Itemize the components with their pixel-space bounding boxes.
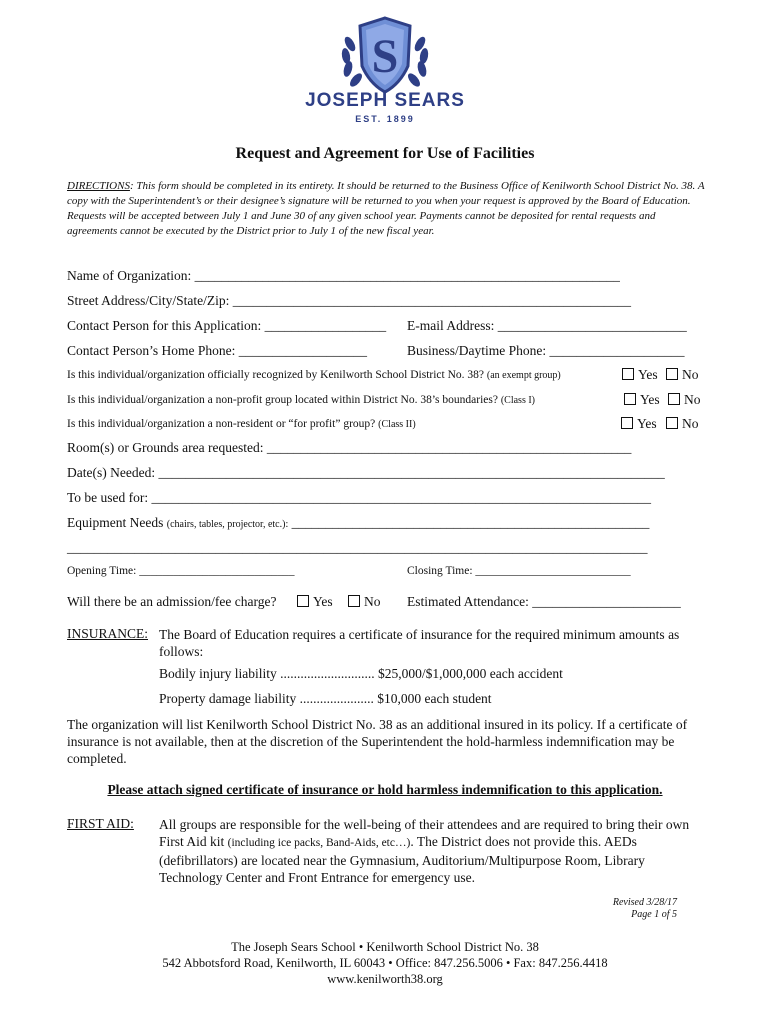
first-aid-text: All groups are responsible for the well-being of their attendees and are required to bring their own First Aid kit (including ice packs, Band-Aids, etc…). The District does not provide this. AEDs (defibrillators) are located near the Gymnasium, Auditorium/Multipurpose Room, Library Technology Center and Front Entrance for emergency use. [159, 817, 690, 885]
admission-yes-option[interactable]: Yes [297, 594, 333, 610]
admission-question: Will there be an admission/fee charge? [67, 594, 277, 609]
directions-label: DIRECTIONS [67, 180, 130, 192]
nonprofit-yes-checkbox[interactable] [624, 393, 636, 405]
home-phone-field[interactable]: Contact Person’s Home Phone: ___________________ [67, 343, 367, 358]
org-name-field[interactable]: Name of Organization: _______________________________________________________________ [67, 268, 620, 283]
equipment-extra-line[interactable]: ______________________________________________________________________________________ [67, 540, 648, 555]
contact-person-field[interactable]: Contact Person for this Application: __________________ [67, 318, 387, 333]
exempt-yes-option[interactable]: Yes [622, 367, 658, 383]
question-for-profit: Is this individual/organization a non-resident or “for profit” group? (Class II) [67, 418, 416, 430]
insurance-text: The Board of Education requires a certificate of insurance for the required minimum amounts as follows: [159, 627, 680, 659]
nonprofit-no-option[interactable]: No [668, 392, 701, 408]
forprofit-yes-option[interactable]: Yes [621, 416, 657, 432]
svg-text:S: S [371, 30, 399, 83]
business-phone-field[interactable]: Business/Daytime Phone: ____________________ [407, 343, 685, 358]
admission-no-option[interactable]: No [348, 594, 381, 610]
opening-time-field[interactable]: Opening Time: ___________________________ [67, 565, 295, 577]
page-number: Page 1 of 5 [631, 909, 677, 920]
first-aid-label: FIRST AID: [67, 816, 134, 831]
attach-certificate-notice: Please attach signed certificate of insurance or hold harmless indemnification to this application. [107, 782, 663, 797]
forprofit-yes-checkbox[interactable] [621, 417, 633, 429]
established-year: EST. 1899 [355, 114, 415, 124]
form-title: Request and Agreement for Use of Facilities [235, 145, 535, 162]
forprofit-no-checkbox[interactable] [666, 417, 678, 429]
nonprofit-no-checkbox[interactable] [668, 393, 680, 405]
revision-note [613, 897, 677, 921]
email-field[interactable]: E-mail Address: ____________________________ [407, 318, 687, 333]
question-nonprofit: Is this individual/organization a non-profit group located within District No. 38’s boundaries? (Class I) [67, 394, 536, 406]
school-name: JOSEPH SEARS [305, 90, 465, 111]
footer-website[interactable]: www.kenilworth38.org [327, 972, 443, 986]
insurance-paragraph: The organization will list Kenilworth School District No. 38 as an additional insured in its policy. If a certificate of insurance is not available, then at the discretion of the Superintendent the hold-harmless indemnification may be completed. [67, 717, 688, 766]
property-damage-line: Property damage liability ...................... $10,000 each student [159, 691, 492, 706]
directions-text: : This form should be completed in its entirety. It should be returned to the Business Office of Kenilworth School District No. 38. A copy with the Superintendent’s or their designee’s signature will be returned to you when your request is approved by the Board of Education. Requests will be accepted between July 1 and June 30 of any given school year. Payments cannot be deposited for rental requests and agreements cannot be executed by the District prior to July 1 of the new fiscal year. [67, 180, 705, 237]
exempt-yes-checkbox[interactable] [622, 368, 634, 380]
forprofit-no-option[interactable]: No [666, 416, 699, 432]
street-address-field[interactable]: Street Address/City/State/Zip: ___________________________________________________________ [67, 293, 631, 308]
closing-time-field[interactable]: Closing Time: ___________________________ [407, 565, 631, 577]
exempt-no-option[interactable]: No [666, 367, 699, 383]
footer-school: The Joseph Sears School • Kenilworth School District No. 38 [231, 940, 539, 954]
rooms-field[interactable]: Room(s) or Grounds area requested: ______________________________________________________ [67, 440, 632, 455]
question-exempt-group: Is this individual/organization officially recognized by Kenilworth School District No. 38? (an exempt group) [67, 369, 561, 381]
equipment-field[interactable]: Equipment Needs (chairs, tables, projector, etc.): _____________________________________________________ [67, 515, 650, 530]
revised-date: Revised 3/28/17 [612, 897, 677, 908]
attendance-field[interactable]: Estimated Attendance: ______________________ [407, 594, 681, 609]
admission-no-checkbox[interactable] [348, 595, 360, 607]
footer-address: 542 Abbotsford Road, Kenilworth, IL 60043 • Office: 847.256.5006 • Fax: 847.256.4418 [162, 956, 608, 970]
exempt-no-checkbox[interactable] [666, 368, 678, 380]
admission-yes-checkbox[interactable] [297, 595, 309, 607]
nonprofit-yes-option[interactable]: Yes [624, 392, 660, 408]
dates-field[interactable]: Date(s) Needed: ___________________________________________________________________________ [67, 465, 665, 480]
used-for-field[interactable]: To be used for: __________________________________________________________________________ [67, 490, 652, 505]
directions-paragraph [67, 179, 707, 239]
insurance-label: INSURANCE: [67, 626, 149, 641]
bodily-injury-line: Bodily injury liability ............................ $25,000/$1,000,000 each accident [159, 666, 563, 681]
